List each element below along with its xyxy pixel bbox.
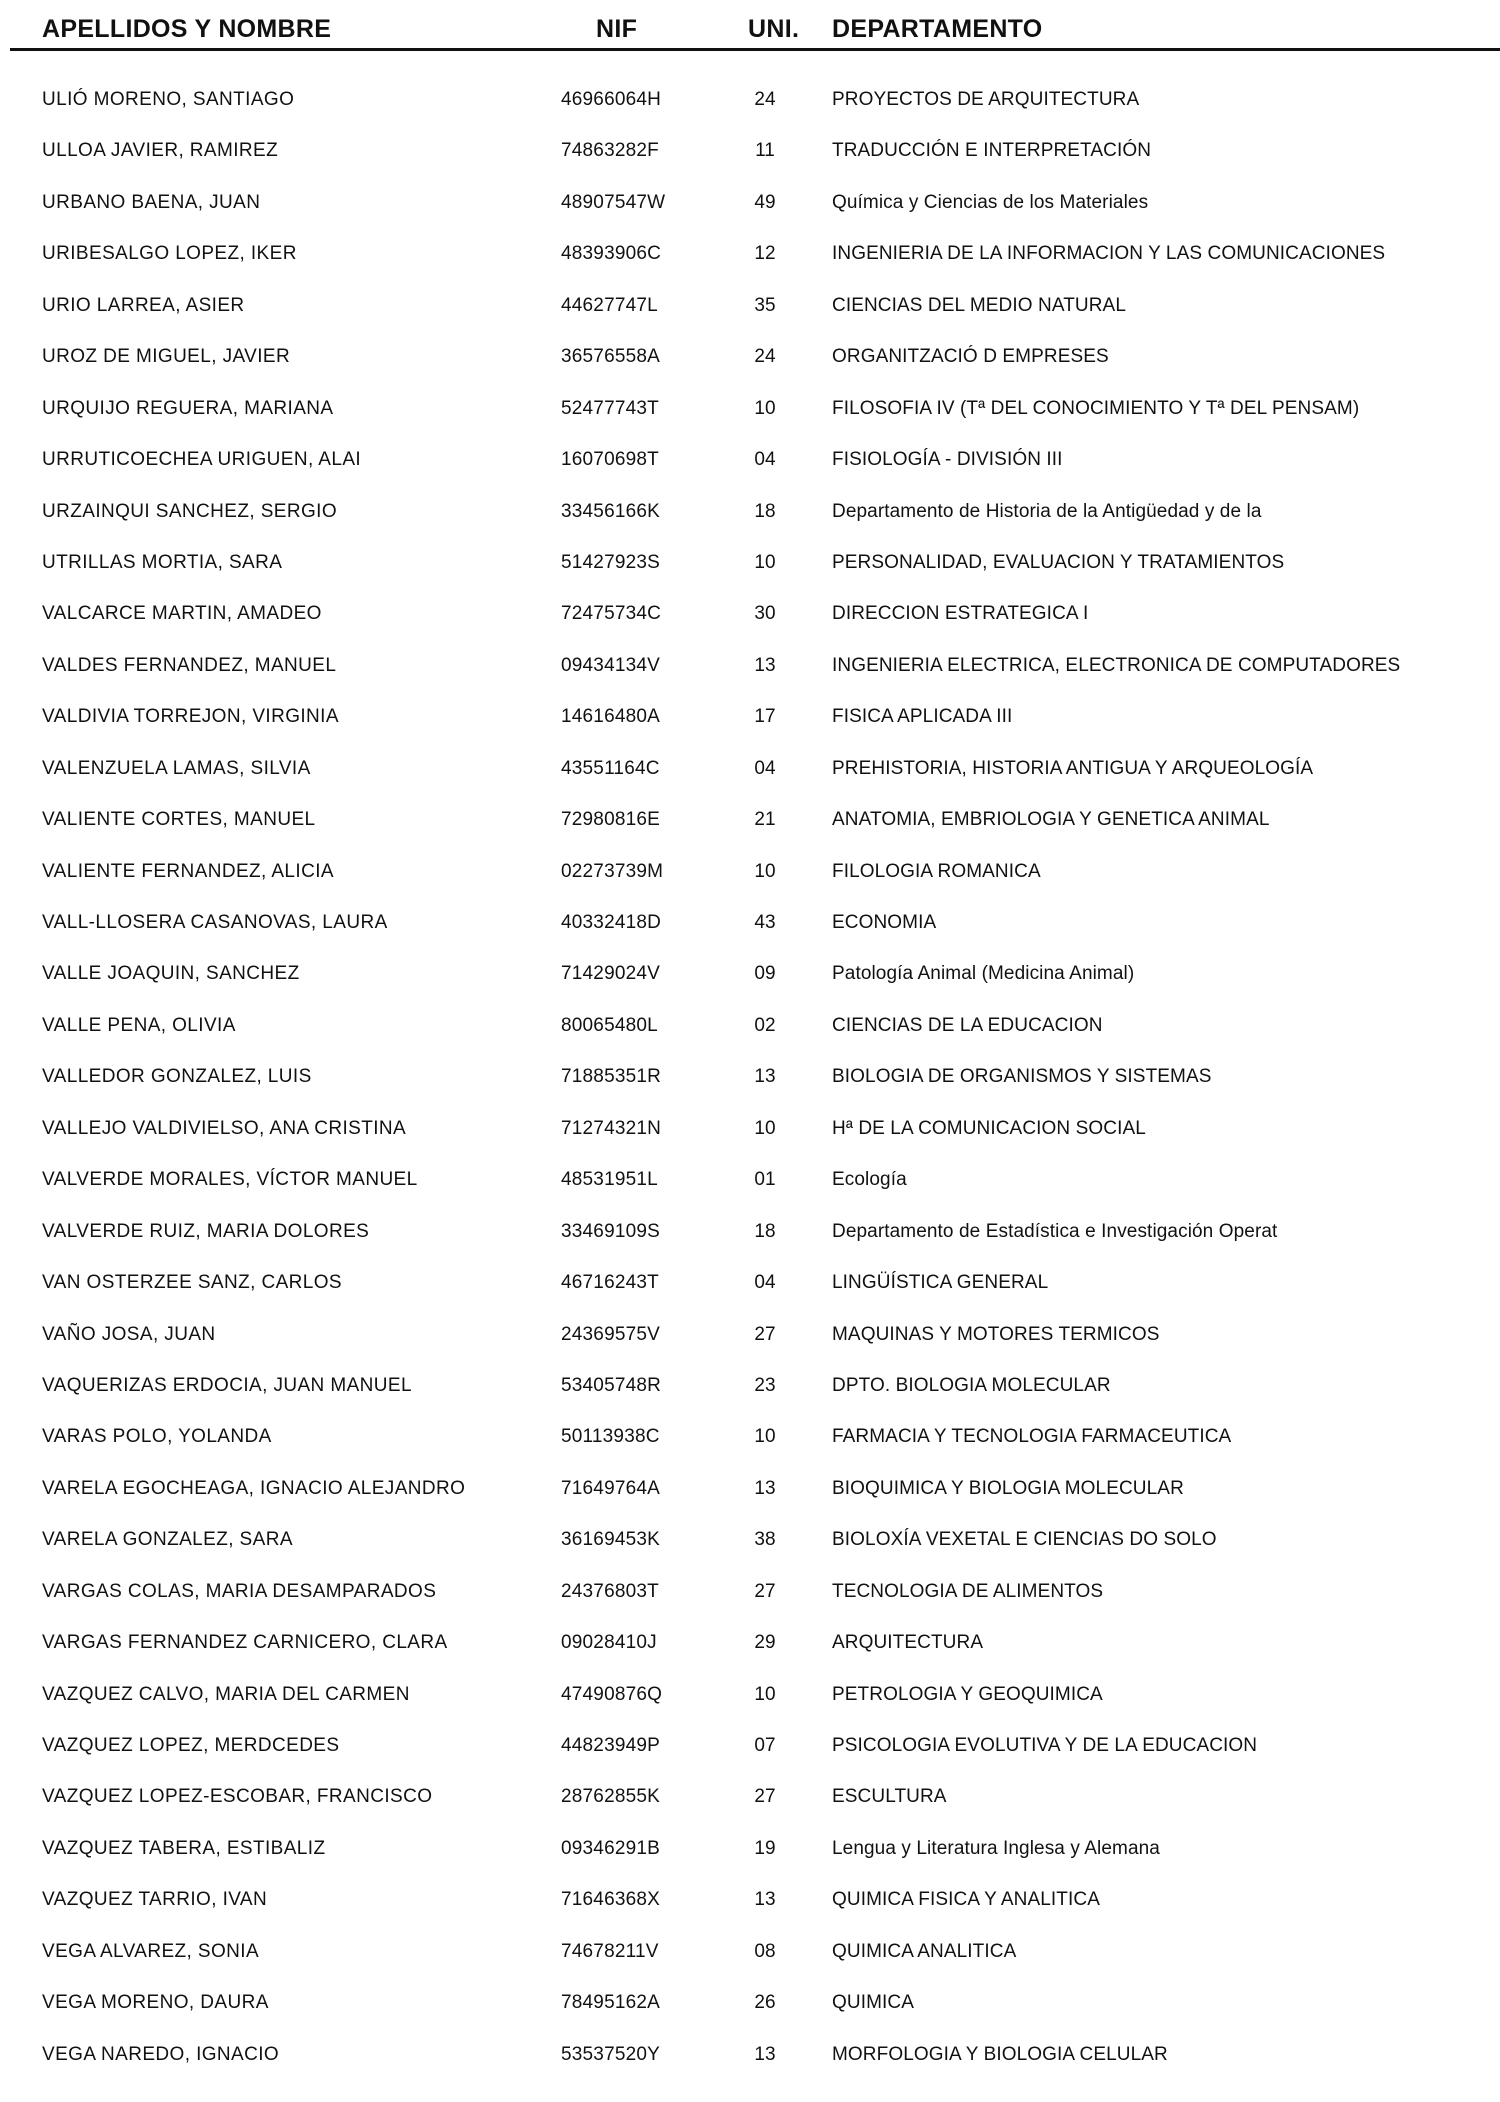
row-department: ARQUITECTURA	[832, 1632, 984, 1654]
row-nif: 16070698T	[561, 449, 659, 471]
table-row	[0, 852, 1500, 903]
row-uni: 27	[754, 1580, 776, 1602]
row-department: PETROLOGIA Y GEOQUIMICA	[832, 1683, 1103, 1705]
row-name: VAÑO JOSA, JUAN	[42, 1323, 216, 1345]
table-row	[0, 234, 1500, 285]
row-department: Departamento de Estadística e Investigación Operat	[832, 1220, 1278, 1242]
table-row	[0, 389, 1500, 440]
row-nif: 44823949P	[561, 1735, 661, 1756]
table-row	[0, 954, 1500, 1005]
row-name: VALVERDE RUIZ, MARIA DOLORES	[42, 1220, 370, 1242]
row-uni: 13	[754, 1889, 776, 1911]
row-nif: 48531951L	[561, 1169, 658, 1191]
row-department: Patología Animal (Medicina Animal)	[832, 963, 1135, 985]
table-row	[0, 749, 1500, 800]
row-uni: 26	[754, 1992, 776, 2014]
row-nif: 46716243T	[561, 1272, 659, 1294]
row-name: VALLE JOAQUIN, SANCHEZ	[42, 963, 300, 985]
header-department: DEPARTAMENTO	[832, 15, 1043, 43]
table-row	[0, 286, 1500, 337]
table-row	[0, 1109, 1500, 1160]
row-nif: 09028410J	[561, 1632, 657, 1654]
row-uni: 10	[754, 1117, 776, 1139]
row-name: VALLE PENA, OLIVIA	[42, 1014, 236, 1036]
row-uni: 12	[754, 243, 776, 265]
row-department: QUIMICA FISICA Y ANALITICA	[832, 1889, 1100, 1911]
row-nif: 47490876Q	[561, 1683, 663, 1705]
row-department: MORFOLOGIA Y BIOLOGIA CELULAR	[832, 2043, 1168, 2065]
table-row	[0, 903, 1500, 954]
row-nif: 71274321N	[561, 1117, 662, 1139]
row-name: VALDIVIA TORREJON, VIRGINIA	[42, 706, 339, 728]
row-nif: 72475734C	[561, 603, 662, 625]
row-nif: 44627747L	[561, 294, 658, 316]
row-department: BIOLOGIA DE ORGANISMOS Y SISTEMAS	[832, 1066, 1212, 1088]
row-name: VALCARCE MARTIN, AMADEO	[42, 603, 322, 625]
row-nif: 53405748R	[561, 1374, 662, 1396]
table-row	[0, 1932, 1500, 1983]
row-uni: 07	[754, 1735, 776, 1756]
row-uni: 10	[754, 397, 776, 419]
table-row	[0, 1675, 1500, 1726]
row-name: UTRILLAS MORTIA, SARA	[42, 551, 283, 573]
table-row	[0, 1469, 1500, 1520]
row-name: VALLEJO VALDIVIELSO, ANA CRISTINA	[42, 1117, 407, 1139]
row-nif: 09434134V	[561, 654, 661, 676]
row-name: VEGA MORENO, DAURA	[42, 1992, 269, 2014]
row-department: PREHISTORIA, HISTORIA ANTIGUA Y ARQUEOLOGÍA	[832, 757, 1314, 779]
table-row	[0, 1572, 1500, 1623]
row-name: URRUTICOECHEA URIGUEN, ALAI	[42, 449, 362, 471]
row-name: VALENZUELA LAMAS, SILVIA	[42, 757, 311, 779]
row-name: VALIENTE FERNANDEZ, ALICIA	[42, 860, 334, 882]
row-name: URQUIJO REGUERA, MARIANA	[42, 397, 334, 419]
table-row	[0, 131, 1500, 182]
row-uni: 17	[754, 706, 776, 728]
row-uni: 38	[754, 1529, 776, 1551]
table-row	[0, 1006, 1500, 1057]
row-nif: 50113938C	[561, 1426, 660, 1448]
row-department: ANATOMIA, EMBRIOLOGIA Y GENETICA ANIMAL	[832, 809, 1270, 831]
row-nif: 40332418D	[561, 912, 662, 933]
row-nif: 51427923S	[561, 551, 661, 573]
table-row	[0, 337, 1500, 388]
table-row	[0, 1315, 1500, 1366]
row-nif: 02273739M	[561, 860, 664, 882]
row-uni: 18	[754, 1220, 776, 1242]
row-nif: 14616480A	[561, 706, 661, 728]
row-name: VAN OSTERZEE SANZ, CARLOS	[42, 1272, 342, 1294]
table-row	[0, 1160, 1500, 1211]
row-nif: 28762855K	[561, 1786, 661, 1808]
row-name: VALLEDOR GONZALEZ, LUIS	[42, 1066, 312, 1088]
row-department: BIOQUIMICA Y BIOLOGIA MOLECULAR	[832, 1477, 1184, 1499]
row-department: MAQUINAS Y MOTORES TERMICOS	[832, 1323, 1160, 1345]
row-department: ECONOMIA	[832, 912, 937, 933]
table-row	[0, 1520, 1500, 1571]
row-department: FARMACIA Y TECNOLOGIA FARMACEUTICA	[832, 1426, 1232, 1448]
row-name: VALL-LLOSERA CASANOVAS, LAURA	[42, 912, 388, 933]
table-body	[0, 80, 1500, 2086]
row-uni: 43	[754, 912, 776, 933]
row-uni: 23	[754, 1374, 776, 1396]
row-nif: 78495162A	[561, 1992, 661, 2014]
table-row	[0, 2035, 1500, 2086]
row-department: FISICA APLICADA III	[832, 706, 1013, 728]
row-uni: 13	[754, 1477, 776, 1499]
row-department: FILOLOGIA ROMANICA	[832, 860, 1041, 882]
table-row	[0, 800, 1500, 851]
row-department: CIENCIAS DE LA EDUCACION	[832, 1014, 1103, 1036]
row-name: VARGAS FERNANDEZ CARNICERO, CLARA	[42, 1632, 448, 1654]
row-uni: 27	[754, 1323, 776, 1345]
row-uni: 19	[754, 1837, 776, 1859]
row-uni: 10	[754, 860, 776, 882]
row-name: VAZQUEZ TARRIO, IVAN	[42, 1889, 268, 1911]
row-nif: 36169453K	[561, 1529, 661, 1551]
row-uni: 30	[754, 603, 776, 625]
row-nif: 46966064H	[561, 89, 662, 110]
row-uni: 04	[754, 1272, 776, 1294]
row-department: BIOLOXÍA VEXETAL E CIENCIAS DO SOLO	[832, 1529, 1217, 1551]
row-uni: 49	[754, 191, 776, 213]
row-department: TECNOLOGIA DE ALIMENTOS	[832, 1580, 1104, 1602]
row-name: VARELA EGOCHEAGA, IGNACIO ALEJANDRO	[42, 1477, 466, 1499]
row-name: VALVERDE MORALES, VÍCTOR MANUEL	[42, 1169, 418, 1191]
row-uni: 24	[754, 89, 776, 110]
row-uni: 10	[754, 551, 776, 573]
row-department: ORGANITZACIÓ D EMPRESES	[832, 346, 1109, 368]
table-row	[0, 440, 1500, 491]
row-nif: 33456166K	[561, 500, 661, 522]
table-row	[0, 1366, 1500, 1417]
table-row	[0, 594, 1500, 645]
row-uni: 09	[754, 963, 776, 985]
row-uni: 13	[754, 2043, 776, 2065]
row-name: URBANO BAENA, JUAN	[42, 191, 261, 213]
row-name: VAZQUEZ TABERA, ESTIBALIZ	[42, 1837, 326, 1859]
table-row	[0, 492, 1500, 543]
row-department: LINGÜÍSTICA GENERAL	[832, 1272, 1049, 1294]
row-department: QUIMICA ANALITICA	[832, 1940, 1017, 1962]
row-name: VARAS POLO, YOLANDA	[42, 1426, 272, 1448]
row-nif: 48393906C	[561, 243, 662, 265]
table-row	[0, 183, 1500, 234]
row-department: FISIOLOGÍA - DIVISIÓN III	[832, 449, 1063, 471]
row-department: Hª DE LA COMUNICACION SOCIAL	[832, 1117, 1146, 1139]
row-name: UROZ DE MIGUEL, JAVIER	[42, 346, 291, 368]
row-uni: 35	[754, 294, 776, 316]
table-row	[0, 1983, 1500, 2034]
row-department: ESCULTURA	[832, 1786, 947, 1808]
row-nif: 09346291B	[561, 1837, 661, 1859]
table-row	[0, 1057, 1500, 1108]
row-department: PSICOLOGIA EVOLUTIVA Y DE LA EDUCACION	[832, 1735, 1258, 1756]
row-name: VARELA GONZALEZ, SARA	[42, 1529, 293, 1551]
header-nif: NIF	[596, 15, 638, 43]
row-name: VARGAS COLAS, MARIA DESAMPARADOS	[42, 1580, 437, 1602]
row-name: ULLOA JAVIER, RAMIREZ	[42, 140, 279, 162]
row-uni: 01	[754, 1169, 776, 1191]
header-name: APELLIDOS Y NOMBRE	[42, 15, 332, 43]
row-department: CIENCIAS DEL MEDIO NATURAL	[832, 294, 1126, 316]
row-department: Química y Ciencias de los Materiales	[832, 191, 1149, 213]
row-name: URIBESALGO LOPEZ, IKER	[42, 243, 297, 265]
table-row	[0, 697, 1500, 748]
row-uni: 10	[754, 1426, 776, 1448]
header-rule	[10, 48, 1500, 51]
row-nif: 71429024V	[561, 963, 661, 985]
table-row	[0, 1263, 1500, 1314]
row-department: FILOSOFIA IV (Tª DEL CONOCIMIENTO Y Tª DEL PENSAM)	[832, 397, 1360, 419]
row-name: VALDES FERNANDEZ, MANUEL	[42, 654, 337, 676]
row-uni: 21	[754, 809, 776, 831]
row-uni: 13	[754, 654, 776, 676]
row-department: QUIMICA	[832, 1992, 914, 2014]
row-uni: 27	[754, 1786, 776, 1808]
row-department: PERSONALIDAD, EVALUACION Y TRATAMIENTOS	[832, 551, 1285, 573]
row-department: Ecología	[832, 1169, 907, 1191]
row-department: PROYECTOS DE ARQUITECTURA	[832, 89, 1140, 110]
row-name: VALIENTE CORTES, MANUEL	[42, 809, 316, 831]
row-uni: 24	[754, 346, 776, 368]
table-row	[0, 1829, 1500, 1880]
row-department: DIRECCION ESTRATEGICA I	[832, 603, 1089, 625]
table-row	[0, 1880, 1500, 1931]
table-row	[0, 1726, 1500, 1777]
table-row	[0, 1417, 1500, 1468]
row-uni: 04	[754, 757, 776, 779]
row-uni: 18	[754, 500, 776, 522]
row-department: Lengua y Literatura Inglesa y Alemana	[832, 1837, 1160, 1859]
row-nif: 48907547W	[561, 191, 666, 213]
row-nif: 71885351R	[561, 1066, 662, 1088]
row-name: VAZQUEZ LOPEZ-ESCOBAR, FRANCISCO	[42, 1786, 433, 1808]
row-name: VAZQUEZ LOPEZ, MERDCEDES	[42, 1735, 340, 1756]
table-row	[0, 1623, 1500, 1674]
row-name: URZAINQUI SANCHEZ, SERGIO	[42, 500, 338, 522]
row-uni: 13	[754, 1066, 776, 1088]
row-department: TRADUCCIÓN E INTERPRETACIÓN	[832, 140, 1152, 162]
row-nif: 33469109S	[561, 1220, 661, 1242]
row-uni: 04	[754, 449, 776, 471]
row-name: ULIÓ MORENO, SANTIAGO	[42, 89, 295, 110]
row-nif: 74678211V	[561, 1940, 659, 1962]
row-nif: 71649764A	[561, 1477, 661, 1499]
table-row	[0, 80, 1500, 131]
row-nif: 52477743T	[561, 397, 659, 419]
row-nif: 74863282F	[561, 140, 659, 162]
header-uni: UNI.	[748, 15, 800, 43]
row-nif: 80065480L	[561, 1014, 658, 1036]
table-row	[0, 646, 1500, 697]
row-department: INGENIERIA DE LA INFORMACION Y LAS COMUNICACIONES	[832, 243, 1386, 265]
table-row	[0, 1777, 1500, 1828]
row-uni: 08	[754, 1940, 776, 1962]
row-name: VEGA NAREDO, IGNACIO	[42, 2043, 280, 2065]
row-uni: 10	[754, 1683, 776, 1705]
row-uni: 29	[754, 1632, 776, 1654]
table-row	[0, 1212, 1500, 1263]
row-name: VAZQUEZ CALVO, MARIA DEL CARMEN	[42, 1683, 410, 1705]
row-name: VEGA ALVAREZ, SONIA	[42, 1940, 260, 1962]
row-uni: 11	[755, 140, 775, 162]
row-department: Departamento de Historia de la Antigüedad y de la	[832, 500, 1262, 522]
row-department: INGENIERIA ELECTRICA, ELECTRONICA DE COMPUTADORES	[832, 654, 1401, 676]
row-nif: 53537520Y	[561, 2043, 661, 2065]
table-row	[0, 543, 1500, 594]
table-header	[0, 0, 1500, 48]
row-nif: 24369575V	[561, 1323, 661, 1345]
row-nif: 36576558A	[561, 346, 661, 368]
row-uni: 02	[754, 1014, 776, 1036]
row-nif: 43551164C	[561, 757, 660, 779]
row-name: URIO LARREA, ASIER	[42, 294, 245, 316]
row-nif: 71646368X	[561, 1889, 661, 1911]
row-nif: 72980816E	[561, 809, 661, 831]
row-name: VAQUERIZAS ERDOCIA, JUAN MANUEL	[42, 1374, 412, 1396]
row-nif: 24376803T	[561, 1580, 659, 1602]
row-department: DPTO. BIOLOGIA MOLECULAR	[832, 1374, 1111, 1396]
